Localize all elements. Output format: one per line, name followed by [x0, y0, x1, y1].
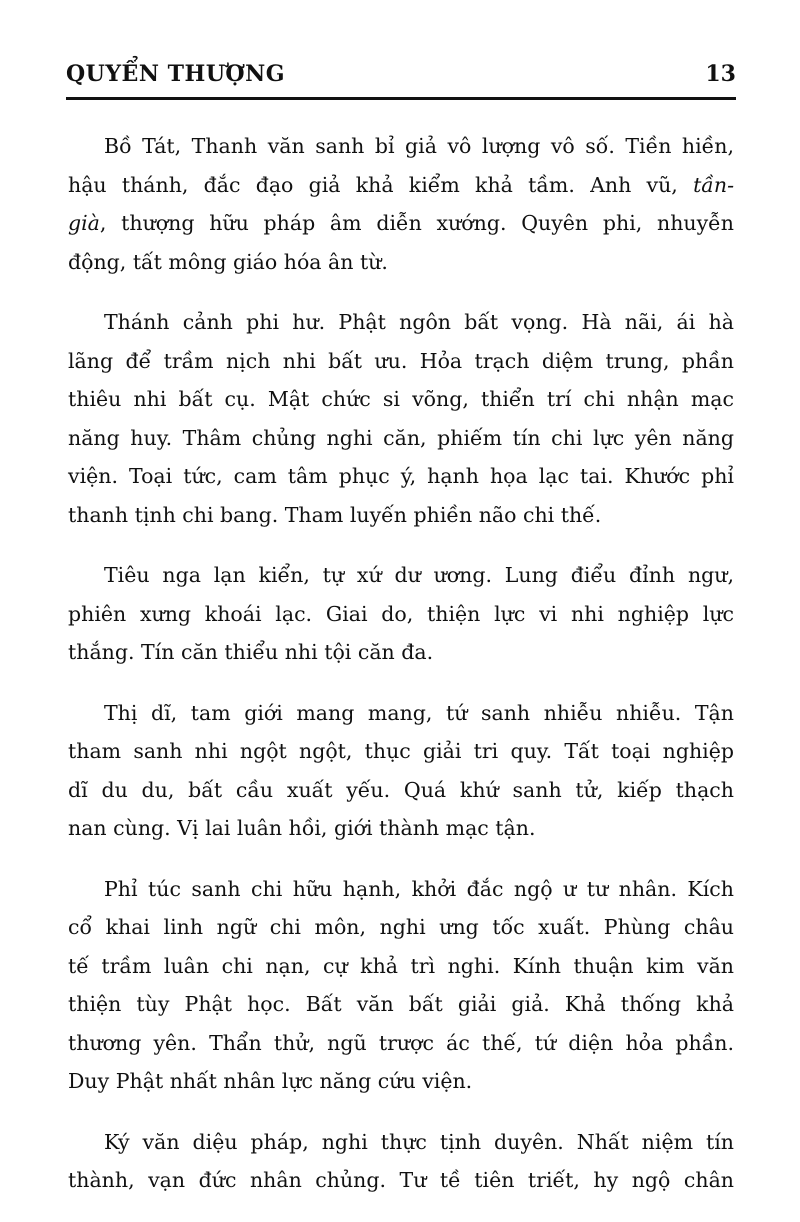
text-line: động, tất mông giáo hóa ân từ. — [68, 249, 388, 274]
text-line: viện. Toại tức, cam tâm phục ý, hạnh họa lạc tai. Khước phỉ — [68, 464, 734, 488]
text-line — [68, 204, 734, 243]
body-text — [68, 127, 734, 1222]
paragraph-3 — [68, 556, 734, 672]
paragraph-6 — [68, 1123, 734, 1200]
text-run: hậu thánh, đắc đạo giả khả kiểm khả tầm. Anh vũ, — [68, 172, 678, 197]
text-line — [68, 166, 734, 205]
text-line: thanh tịnh chi bang. Tham luyến phiền não chi thế. — [68, 502, 602, 527]
paragraph-4 — [68, 694, 734, 848]
text-line: thắng. Tín căn thiểu nhi tội căn đa. — [68, 640, 434, 664]
text-line: Bồ Tát, Thanh văn sanh bỉ giả vô lượng vô số. Tiền hiền, — [104, 134, 734, 158]
running-header — [66, 57, 736, 100]
text-line: dĩ du du, bất cầu xuất yếu. Quá khứ sanh tử, kiếp thạch — [68, 777, 734, 802]
text-line: thiện tùy Phật học. Bất văn bất giải giả. Khả thống khả — [68, 992, 734, 1016]
paragraph-2 — [68, 303, 734, 534]
running-title: QUYỂN THƯỢNG — [66, 61, 285, 87]
text-line: Thánh cảnh phi hư. Phật ngôn bất vọng. Hà nãi, ái hà — [104, 310, 734, 334]
text-line: lãng để trầm nịch nhi bất ưu. Hỏa trạch diệm trung, phần — [68, 348, 734, 373]
text-line: thành, vạn đức nhân chủng. Tư tề tiên triết, hy ngộ chân — [68, 1168, 734, 1192]
text-line: Phỉ túc sanh chi hữu hạnh, khởi đắc ngộ ư tư nhân. Kích — [104, 876, 734, 901]
text-line: Ký văn diệu pháp, nghi thực tịnh duyên. Nhất niệm tín — [104, 1129, 734, 1154]
text-run: , thượng hữu pháp âm diễn xướng. Quyên phi, nhuyễn — [99, 211, 734, 235]
text-line: Tiêu nga lạn kiển, tự xứ dư ương. Lung điểu đỉnh ngư, — [104, 563, 734, 587]
paragraph-1 — [68, 127, 734, 281]
paragraph-5 — [68, 870, 734, 1101]
text-line: tham sanh nhi ngột ngột, thục giải tri quy. Tất toại nghiệp — [68, 739, 734, 763]
text-line: nan cùng. Vị lai luân hồi, giới thành mạc tận. — [68, 816, 536, 840]
text-line: thiêu nhi bất cụ. Mật chức si võng, thiển trí chi nhận mạc — [68, 387, 734, 411]
text-line: năng huy. Thâm chủng nghi căn, phiếm tín chi lực yên năng — [68, 425, 734, 450]
text-line: phiên xưng khoái lạc. Giai do, thiện lực vi nhi nghiệp lực — [68, 601, 734, 626]
text-line: thương yên. Thẩn thử, ngũ trược ác thế, tứ diện hỏa phần. — [68, 1030, 734, 1055]
text-line: Thị dĩ, tam giới mang mang, tứ sanh nhiễu nhiễu. Tận — [104, 700, 734, 725]
italic-term: già — [68, 211, 100, 235]
text-line: tế trầm luân chi nạn, cự khả trì nghi. Kính thuận kim văn — [68, 953, 734, 978]
page-number: 13 — [705, 61, 736, 87]
italic-term: tần- — [693, 172, 734, 197]
text-line: cổ khai linh ngữ chi môn, nghi ưng tốc xuất. Phùng châu — [68, 915, 734, 939]
text-line: Duy Phật nhất nhân lực năng cứu viện. — [68, 1069, 473, 1093]
